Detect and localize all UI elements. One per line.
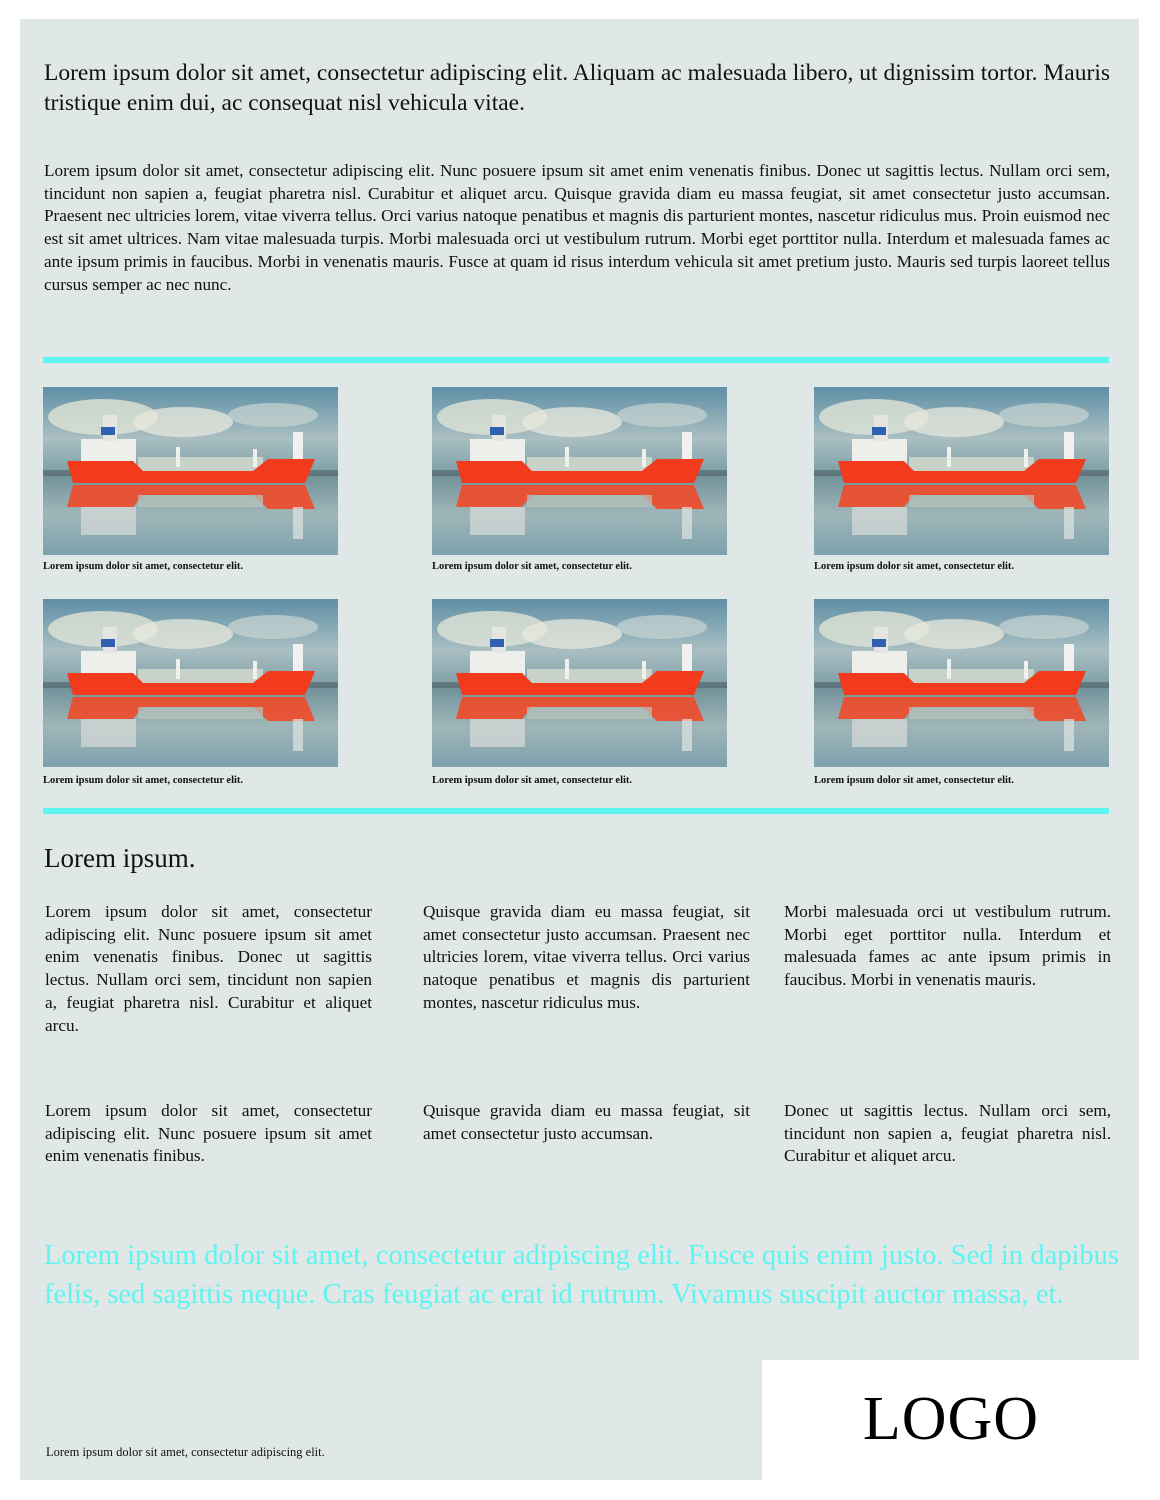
gallery-caption: Lorem ipsum dolor sit amet, consectetur elit. [43, 775, 244, 786]
gallery-caption: Lorem ipsum dolor sit amet, consectetur elit. [432, 775, 633, 786]
gallery-image [814, 599, 1109, 767]
gallery-image [43, 387, 338, 555]
gallery-image [43, 599, 338, 767]
divider-bottom [43, 808, 1109, 814]
pull-quote: Lorem ipsum dolor sit amet, consectetur adipiscing elit. Fusce quis enim justo. Sed in dapibus felis, sed sagittis neque. Cras feugiat ac erat id rutrum. Vivamus suscipit auctor massa, et. [44, 1240, 1119, 1310]
gallery-caption: Lorem ipsum dolor sit amet, consectetur elit. [43, 561, 244, 572]
gallery-image [432, 599, 727, 767]
column-text: Lorem ipsum dolor sit amet, consectetur adipiscing elit. Nunc posuere ipsum sit amet enim venenatis finibus. Donec ut sagittis lectus. Nullam orci sem, tincidunt non sapien a, feugiat pharetra nisl. Curabitur et aliquet arcu. [45, 902, 372, 1035]
column-text: Quisque gravida diam eu massa feugiat, sit amet consectetur justo accumsan. Praesent nec ultricies lorem, vitae viverra tellus. Orci varius natoque penatibus et magnis dis parturient montes, nascetur ridiculus mus. [423, 902, 750, 1012]
footer-note: Lorem ipsum dolor sit amet, consectetur adipiscing elit. [46, 1445, 325, 1459]
column-text: Lorem ipsum dolor sit amet, consectetur adipiscing elit. Nunc posuere ipsum sit amet enim venenatis finibus. [45, 1101, 372, 1166]
gallery-caption: Lorem ipsum dolor sit amet, consectetur elit. [432, 561, 633, 572]
gallery-image [814, 387, 1109, 555]
column-text: Donec ut sagittis lectus. Nullam orci sem, tincidunt non sapien a, feugiat pharetra nisl. Curabitur et aliquet arcu. [784, 1101, 1111, 1166]
gallery-caption: Lorem ipsum dolor sit amet, consectetur elit. [814, 561, 1015, 572]
gallery-image [432, 387, 727, 555]
logo: LOGO [862, 1385, 1040, 1453]
body-paragraph: Lorem ipsum dolor sit amet, consectetur adipiscing elit. Nunc posuere ipsum sit amet enim venenatis finibus. Donec ut sagittis lectus. Nullam orci sem, tincidunt non sapien a, feugiat pharetra nisl. Curabitur et aliquet arcu. Quisque gravida diam eu massa feugiat, sit amet consectetur justo accumsan. Praesent nec ultricies lorem, vitae viverra tellus. Orci varius natoque penatibus et magnis dis parturient montes, nascetur ridiculus mus. Proin euismod nec est sit amet ultrices. Nam vitae malesuada turpis. Morbi malesuada orci ut vestibulum rutrum. Morbi eget porttitor nulla. Interdum et malesuada fames ac ante ipsum primis in faucibus. Morbi in venenatis mauris. Fusce at quam id risus interdum vehicula sit amet pretium justo. Mauris sed turpis laoreet tellus cursus semper ac nec nunc. [44, 161, 1110, 294]
column-text: Morbi malesuada orci ut vestibulum rutrum. Morbi eget porttitor nulla. Interdum et malesuada fames ac ante ipsum primis in faucibus. Morbi in venenatis mauris. [784, 902, 1111, 990]
gallery-caption: Lorem ipsum dolor sit amet, consectetur elit. [814, 775, 1015, 786]
intro-paragraph: Lorem ipsum dolor sit amet, consectetur adipiscing elit. Aliquam ac malesuada libero, ut dignissim tortor. Mauris tristique enim dui, ac consequat nisl vehicula vitae. [44, 60, 1110, 116]
divider-top [43, 357, 1109, 363]
column-text: Quisque gravida diam eu massa feugiat, sit amet consectetur justo accumsan. [423, 1101, 750, 1143]
section-title: Lorem ipsum. [44, 843, 196, 873]
